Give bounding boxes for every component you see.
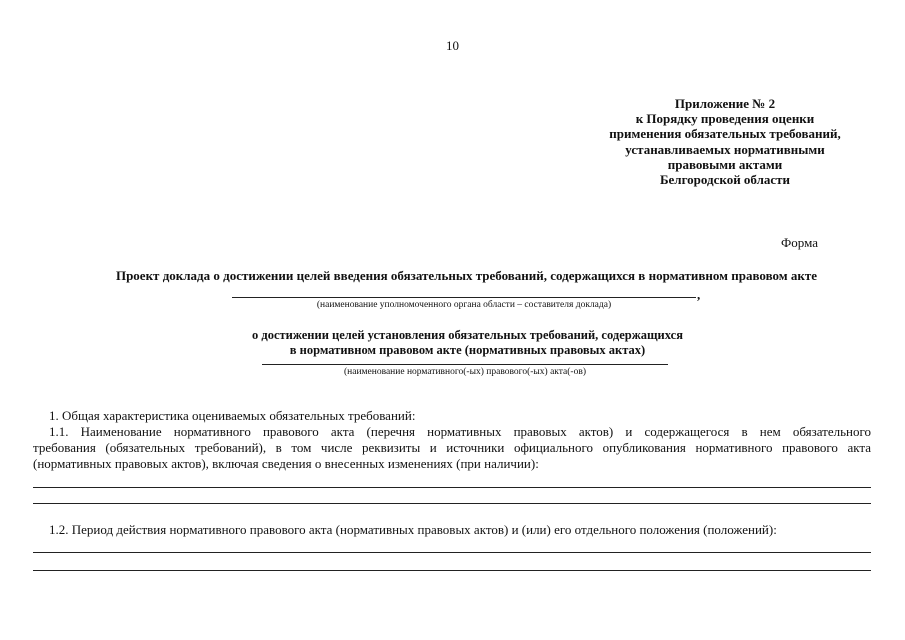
page-number: 10: [446, 38, 459, 53]
fill-line: [33, 503, 871, 504]
item-1-2: 1.2. Период действия нормативного правового акта (нормативных правовых актов) и (или) его отдельного положения (положений):: [49, 522, 777, 537]
appendix-line: устанавливаемых нормативными: [625, 141, 825, 157]
appendix-header: [560, 96, 890, 187]
item-1-1-line: (нормативных правовых актов), включая сведения о внесенных изменениях (при наличии):: [33, 456, 539, 471]
authority-name-line: [232, 297, 696, 298]
appendix-line: к Порядку проведения оценки: [635, 111, 815, 127]
act-name-caption: (наименование нормативного(-ых) правового(-ых) акта(-ов): [344, 367, 586, 377]
fill-line: [33, 487, 871, 488]
appendix-line: Приложение № 2: [674, 96, 776, 111]
document-subtitle: [0, 328, 905, 358]
appendix-line: правовыми актами: [667, 156, 783, 172]
subtitle-line: о достижении целей установления обязательных требований, содержащихся: [252, 328, 683, 342]
document-title: Проект доклада о достижении целей введения обязательных требований, содержащихся в нормативном правовом акте: [115, 268, 818, 283]
act-name-line: [262, 364, 668, 365]
appendix-line: применения обязательных требований,: [609, 126, 841, 142]
item-1-1-line: требования (обязательных требований), в том числе реквизиты и источники официального опубликования нормативного правового акта: [33, 440, 871, 455]
title-comma: ,: [697, 287, 701, 302]
subtitle-line: в нормативном правовом акте (нормативных правовых актах): [289, 343, 646, 357]
item-1-1-line: 1.1. Наименование нормативного правового акта (перечня нормативных правовых актов) и содержащегося в нем обязательного: [49, 424, 871, 439]
fill-line: [33, 552, 871, 553]
fill-line: [33, 570, 871, 571]
appendix-line: Белгородской области: [659, 172, 791, 188]
form-label: Форма: [781, 235, 818, 250]
section-1-heading: 1. Общая характеристика оцениваемых обязательных требований:: [49, 408, 416, 423]
authority-name-caption: (наименование уполномоченного органа области – составителя доклада): [316, 300, 612, 310]
